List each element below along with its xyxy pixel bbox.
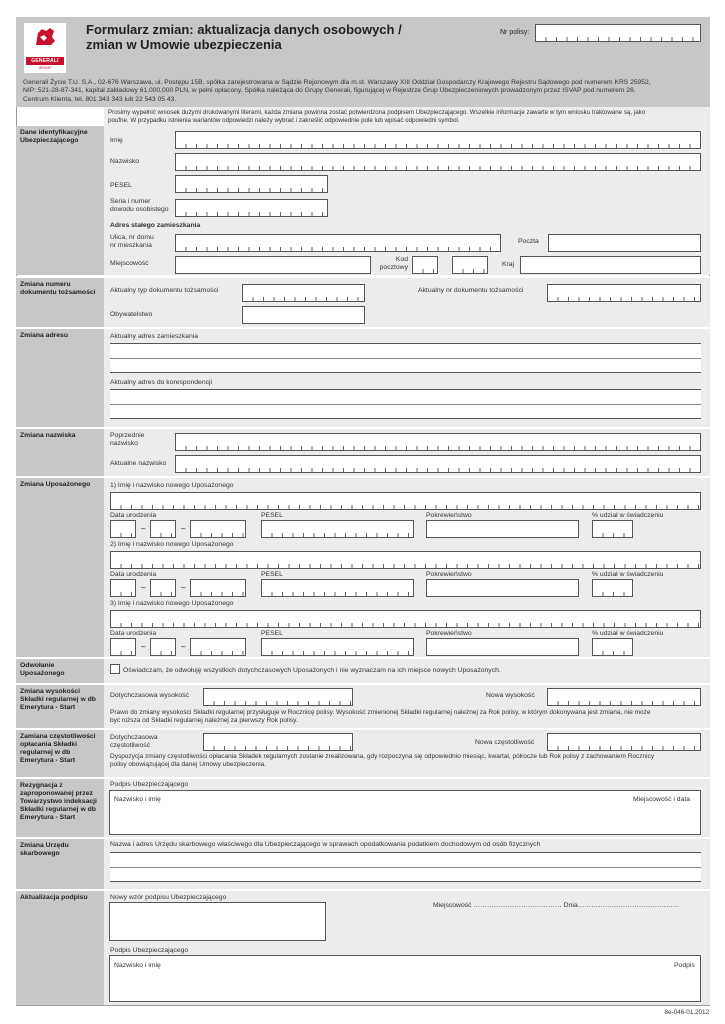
dob-label: Data urodzenia: [110, 571, 157, 578]
section-revocation-label: Odwołanie Uposażonego: [16, 659, 104, 683]
section-signature-label: Aktualizacja podpisu: [16, 891, 104, 1005]
current-premium-label: Dotychczasowa wysokość: [110, 692, 189, 699]
beneficiary-title: 2) Imię i nazwisko nowego Uposażonego: [110, 541, 234, 548]
relation-label: Pokrewieństwo: [426, 571, 472, 578]
id-label-line: dowodu osobistego: [110, 206, 169, 214]
previous-label-line: Poprzednie: [110, 432, 145, 439]
doc-type-label: Aktualny typ dokumentu tożsamości: [110, 287, 219, 294]
current-premium-input[interactable]: [203, 688, 353, 706]
dob-day-input[interactable]: [110, 579, 136, 597]
section-premium-label: Zmiana wysokości Składki regularnej w db Emerytura - Start: [16, 685, 104, 728]
note-line: być niższa od Składki regularnej należnej za pierwszy Rok polisy.: [110, 717, 298, 725]
date-separator: –: [141, 642, 146, 651]
generali-logo: [24, 23, 66, 73]
frequency-label-line: Dotychczasowa: [110, 734, 158, 741]
share-label: % udział w świadczeniu: [592, 512, 664, 519]
city-label: Miejscowość: [110, 260, 149, 267]
doc-type-input[interactable]: [242, 284, 365, 302]
citizenship-input[interactable]: [242, 306, 365, 324]
dob-day-input[interactable]: [110, 520, 136, 538]
relation-input[interactable]: [426, 638, 579, 656]
section-address-label: Zmiana adresu: [16, 329, 104, 427]
instructions-line: Prosimy wypełnić wniosek dużymi drukowanymi literami, każda zmiana powinna zostać potwierdzona podpisem Ubezpieczającego. Wszelkie informacje zawarte w tym wniosku traktowane są, jako: [108, 109, 646, 116]
company-line: Generali Życie T.U. S.A., 02-676 Warszawa, ul. Postępu 15B, spółka zarejestrowana w Sądzie Rejonowym dla m.st. Warszawy XIII Oddział Gospodarczy Krajowego Rejestru Sądowego pod numerem KRS 25952,: [23, 79, 651, 86]
correspondence-address-label: Aktualny adres do korespondencji: [110, 379, 213, 386]
dob-month-input[interactable]: [150, 579, 176, 597]
beneficiary-name-input[interactable]: [110, 492, 701, 510]
street-label-line: Ulica, nr domu: [110, 234, 154, 241]
section-surname-label: Zmiana nazwiska: [16, 429, 104, 476]
citizenship-label: Obywatelstwo: [110, 311, 153, 318]
relation-label: Pokrewieństwo: [426, 512, 472, 519]
page-title: [86, 22, 486, 52]
dob-year-input[interactable]: [190, 520, 246, 538]
section-beneficiary-label: Zmiana Uposażonego: [16, 478, 104, 657]
resignation-signature-box[interactable]: [109, 790, 701, 835]
previous-surname-input[interactable]: [175, 433, 701, 451]
note-line: polisy obowiązującej dla danej Umowy ubezpieczenia.: [110, 761, 267, 769]
dob-month-input[interactable]: [150, 520, 176, 538]
tax-office-label: Nazwa i adres Urzędu skarbowego właściwego dla Ubezpieczającego w sprawach opodatkowania podatkiem dochodowym od osób fizycznych: [110, 841, 541, 848]
relation-input[interactable]: [426, 520, 579, 538]
place-date-line: Miejscowość ………………………………… Dnia………………………………………: [433, 902, 680, 909]
company-line: Centrum Klienta, tel. 801 343 343 lub 22 543 05 43.: [23, 95, 177, 103]
share-input[interactable]: [592, 579, 633, 597]
signature-box[interactable]: [109, 955, 701, 1002]
last-name-label: Nazwisko: [110, 158, 140, 165]
policy-number-input[interactable]: [535, 24, 701, 42]
date-separator: –: [181, 642, 186, 651]
pesel-input[interactable]: [261, 579, 414, 597]
current-frequency-label: [110, 734, 158, 751]
pesel-input[interactable]: [261, 638, 414, 656]
dob-year-input[interactable]: [190, 638, 246, 656]
street-input[interactable]: [175, 234, 501, 252]
signature-label: Podpis Ubezpieczającego: [110, 781, 189, 788]
new-premium-input[interactable]: [547, 688, 701, 706]
beneficiary-title: 1) Imię i nazwisko nowego Uposażonego: [110, 482, 234, 489]
share-label: % udział w świadczeniu: [592, 571, 664, 578]
new-frequency-label: Nowa częstotliwość: [475, 739, 535, 746]
doc-number-input[interactable]: [547, 284, 701, 302]
first-name-input[interactable]: [175, 131, 701, 149]
pesel-label: PESEL: [261, 630, 283, 637]
beneficiary-name-input[interactable]: [110, 551, 701, 569]
street-label: [110, 234, 154, 251]
postal-code-label: [376, 256, 408, 273]
dob-label: Data urodzenia: [110, 630, 157, 637]
section-tax-office-label: Zmiana Urzędu skarbowego: [16, 839, 104, 889]
policy-number-label: Nr polisy:: [500, 29, 530, 36]
form-code: 8e-046-01.2012: [664, 1009, 709, 1016]
previous-surname-label: [110, 432, 144, 449]
previous-label-line: nazwisko: [110, 440, 138, 448]
company-line: NIP: 521-28-87-341, kapitał zakładowy 61,000,000 PLN, w pełni opłacony. Spółka należąca do Grupy Generali, figurującej w Rejestrze Grup Ubezpieczeniowych prowadzonym przez ISVAP pod numerem 26.: [23, 87, 636, 95]
pesel-input[interactable]: [261, 520, 414, 538]
id-number-label: [110, 198, 169, 215]
date-separator: –: [181, 524, 186, 533]
postal-label-line: pocztowy: [379, 264, 408, 272]
title-line-1: Formularz zmian: aktualizacja danych osobowych /: [86, 22, 402, 37]
logo-group: GROUP: [38, 66, 52, 70]
doc-number-label: Aktualny nr dokumentu tożsamości: [418, 287, 524, 294]
frequency-note: [110, 753, 708, 769]
beneficiary-title: 3) Imię i nazwisko nowego Uposażonego: [110, 600, 234, 607]
note-line: Prawo do zmiany wysokości Składki regularnej przysługuje w Rocznicę polisy. Wysokość zmienionej Składki regularnej należnej za Rok polisy, w którym dokonywana jest zmiana, nie może: [110, 709, 651, 716]
date-separator: –: [181, 583, 186, 592]
current-address-label: Aktualny adres zamieszkania: [110, 333, 199, 340]
current-frequency-input[interactable]: [203, 733, 353, 751]
dob-month-input[interactable]: [150, 638, 176, 656]
frequency-label-line: częstotliwość: [110, 742, 151, 750]
city-input[interactable]: [175, 256, 371, 274]
share-label: % udział w świadczeniu: [592, 630, 664, 637]
logo-brand: GENERALI: [26, 57, 64, 65]
name-label: Nazwisko i imię: [114, 796, 161, 803]
instructions: [104, 107, 710, 126]
signature-label: Podpis Ubezpieczającego: [110, 947, 189, 954]
note-line: Dyspozycja zmiany częstotliwości opłacania Składek regularnych zostanie zrealizowana, gdy rozpoczyna się odpowiednio miesiąc, kwartał, półrocze lub Rok polisy z zachowaniem Rocznicy: [110, 753, 655, 760]
first-name-label: Imię: [110, 137, 123, 144]
pesel-label: PESEL: [261, 512, 283, 519]
new-signature-box[interactable]: [109, 902, 326, 941]
date-separator: –: [141, 583, 146, 592]
post-label: Poczta: [518, 238, 539, 245]
section-document-label: Zmiana numeru dokumentu tożsamości: [16, 278, 104, 327]
premium-note: [110, 709, 708, 725]
pesel-label: PESEL: [261, 571, 283, 578]
correspondence-address-input[interactable]: [110, 389, 701, 419]
relation-label: Pokrewieństwo: [426, 630, 472, 637]
dob-label: Data urodzenia: [110, 512, 157, 519]
country-label: Kraj: [502, 261, 515, 268]
dob-year-input[interactable]: [190, 579, 246, 597]
section-frequency-label: Zamiana częstotliwości opłacania Składki regularnej w db Emerytura - Start: [16, 730, 104, 777]
current-surname-label: Aktualne nazwisko: [110, 460, 167, 467]
dob-day-input[interactable]: [110, 638, 136, 656]
place-date-label: Miejscowość i data: [633, 796, 691, 803]
current-address-input[interactable]: [110, 343, 701, 373]
share-input[interactable]: [592, 638, 633, 656]
postal-label-line: Kod: [395, 256, 408, 263]
new-premium-label: Nowa wysokość: [486, 692, 535, 699]
instructions-line: poufne. W przypadku istnienia wariantów odpowiedzi należy wybrać i zakreślić odpowiednie pole lub wpisać odpowiedni symbol.: [108, 116, 460, 124]
new-signature-label: Nowy wzór podpisu Ubezpieczającego: [110, 894, 227, 901]
current-surname-input[interactable]: [175, 455, 701, 473]
last-name-input[interactable]: [175, 153, 701, 171]
revocation-statement: Oświadczam, że odwołuję wszystkich dotychczasowych Uposażonych i nie wyznaczam na ich miejsce nowych Uposażonych.: [123, 667, 501, 674]
post-input[interactable]: [548, 234, 701, 252]
beneficiary-name-input[interactable]: [110, 610, 701, 628]
section-resignation-label: Rezygnacja z zaproponowanej przez Towarzystwo indeksacji Składki regularnej w db Emerytura - Start: [16, 779, 104, 837]
relation-input[interactable]: [426, 579, 579, 597]
postal-code-first-input[interactable]: [412, 256, 438, 274]
street-label-line: nr mieszkania: [110, 242, 152, 250]
date-separator: –: [141, 524, 146, 533]
title-line-2: zmian w Umowie ubezpieczenia: [86, 37, 282, 52]
share-input[interactable]: [592, 520, 633, 538]
address-header: Adres stałego zamieszkania: [110, 222, 201, 229]
sign-label: Podpis: [674, 962, 695, 969]
section-identification-label: Dane identyfikacyjne Ubezpieczającego: [16, 126, 104, 275]
company-info: [16, 73, 710, 107]
pesel-input[interactable]: [175, 175, 328, 193]
country-input[interactable]: [520, 256, 701, 274]
tax-office-input[interactable]: [110, 852, 701, 882]
postal-code-second-input[interactable]: [452, 256, 488, 274]
revocation-checkbox[interactable]: [110, 664, 120, 674]
new-frequency-input[interactable]: [547, 733, 701, 751]
id-number-input[interactable]: [175, 199, 328, 217]
name-label: Nazwisko i imię: [114, 962, 161, 969]
lion-emblem-icon: [32, 25, 58, 51]
pesel-label: PESEL: [110, 182, 132, 189]
id-label-line: Seria i numer: [110, 198, 151, 205]
